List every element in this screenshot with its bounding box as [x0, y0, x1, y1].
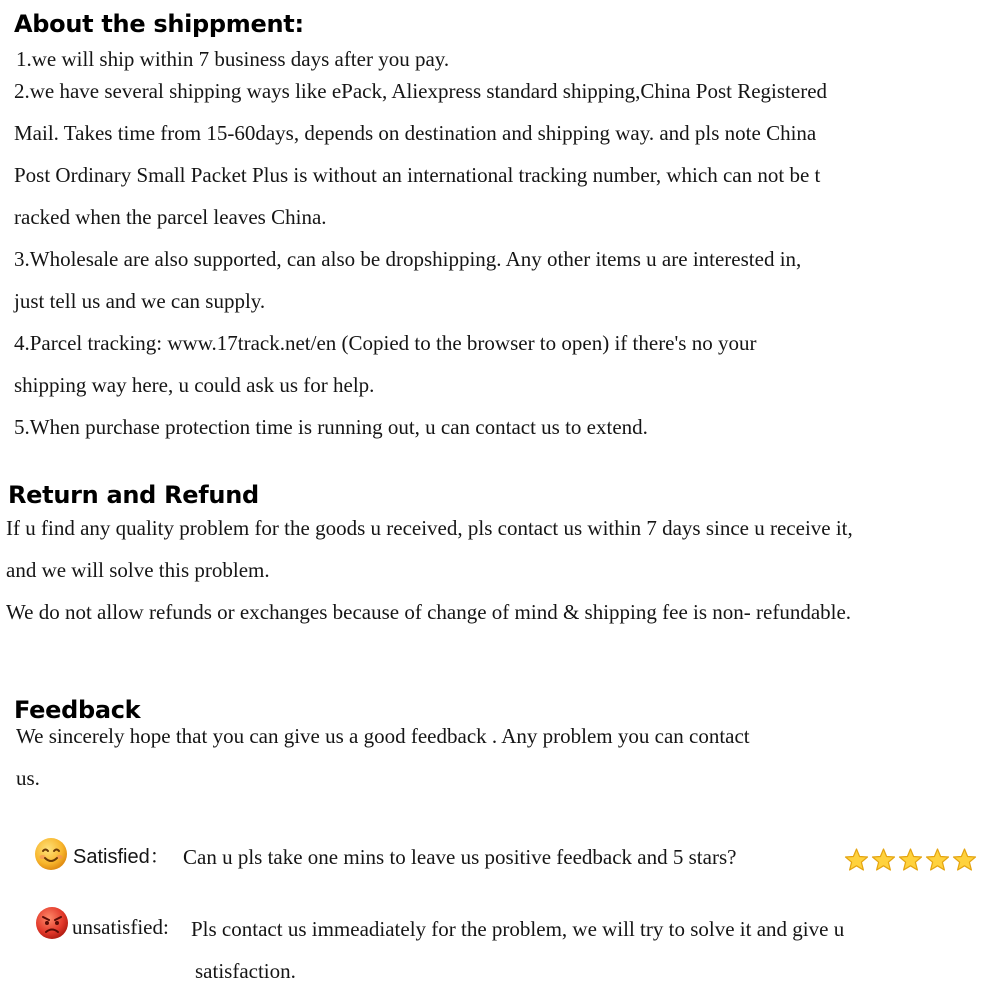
five-star-rating: [843, 843, 978, 877]
feedback-line-2: us.: [16, 766, 40, 790]
shipment-line-2: 2.we have several shipping ways like ePack, Aliexpress standard shipping,China Post Registered: [14, 79, 828, 103]
smiling-face-icon: [34, 837, 68, 871]
shipment-line-8: 4.Parcel tracking: www.17track.net/en (Copied to the browser to open) if there's no your: [14, 331, 757, 355]
unsatisfied-text-continued: satisfaction.: [195, 959, 296, 983]
shipment-line-9: shipping way here, u could ask us for help.: [14, 373, 375, 397]
satisfied-label: Satisfied：: [73, 846, 170, 868]
unsatisfied-text: Pls contact us immeadiately for the problem, we will try to solve it and give u: [191, 917, 845, 941]
star-icon: [924, 843, 951, 877]
satisfied-text: Can u pls take one mins to leave us positive feedback and 5 stars?: [183, 845, 737, 869]
feedback-heading: Feedback: [14, 696, 141, 724]
refund-heading: Return and Refund: [8, 481, 259, 509]
star-icon: [897, 843, 924, 877]
unsatisfied-label: unsatisfied:: [72, 915, 169, 939]
refund-line-3: We do not allow refunds or exchanges because of change of mind & shipping fee is non- refundable.: [6, 600, 852, 624]
refund-line-2: and we will solve this problem.: [6, 558, 270, 582]
star-icon: [951, 843, 978, 877]
shipment-line-5: racked when the parcel leaves China.: [14, 205, 327, 229]
shipment-line-10: 5.When purchase protection time is running out, u can contact us to extend.: [14, 415, 648, 439]
shipment-line-3: Mail. Takes time from 15-60days, depends on destination and shipping way. and pls note China: [14, 121, 817, 145]
shipment-line-1: 1.we will ship within 7 business days after you pay.: [16, 47, 450, 71]
refund-line-1: If u find any quality problem for the goods u received, pls contact us within 7 days since u receive it,: [6, 516, 853, 540]
angry-face-icon: [35, 906, 69, 940]
shipment-line-7: just tell us and we can supply.: [14, 289, 266, 313]
shipment-line-6: 3.Wholesale are also supported, can also be dropshipping. Any other items u are interested in,: [14, 247, 802, 271]
star-icon: [870, 843, 897, 877]
star-icon: [843, 843, 870, 877]
shipment-line-4: Post Ordinary Small Packet Plus is without an international tracking number, which can not be t: [14, 163, 821, 187]
shipment-heading: About the shippment:: [14, 10, 304, 38]
feedback-line-1: We sincerely hope that you can give us a good feedback . Any problem you can contact: [16, 724, 750, 748]
